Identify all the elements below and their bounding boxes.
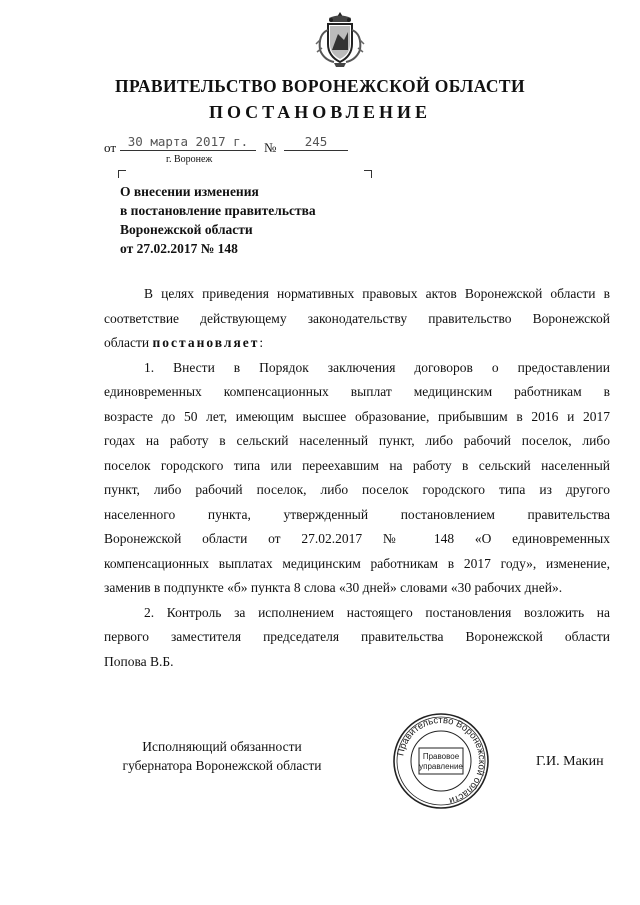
body-text: : — [259, 335, 264, 350]
body-line: пункт, либо рабочий поселок, либо поселок городского типа из другого — [104, 482, 610, 497]
signatory-title-line: Исполняющий обязанности — [142, 739, 302, 754]
signatory-title-line: губернатора Воронежской области — [122, 758, 322, 773]
signatory-title — [104, 737, 340, 775]
number-prefix: № — [264, 140, 277, 155]
document-number: 245 — [284, 134, 348, 151]
body-line: В целях приведения нормативных правовых актов Воронежской области в — [144, 286, 610, 301]
body-line: поселок городского типа или переехавшим на работу в сельский населенный — [104, 457, 610, 473]
body-line: населенного пункта, утвержденный постановлением правительства — [104, 506, 610, 522]
body-line: соответствие действующему законодательству правительство Воронежской — [104, 310, 610, 326]
document-date: 30 марта 2017 г. — [120, 134, 256, 151]
body-line: заменив в подпункте «б» пункта 8 слова «30 дней» словами «30 рабочих дней». — [104, 580, 563, 595]
body-line: возрасте до 50 лет, имеющим высшее образование, прибывшим в 2016 и 2017 — [104, 408, 610, 424]
stamp-ring-text: Правительство Воронежской области — [395, 714, 488, 807]
organization-title: ПРАВИТЕЛЬСТВО ВОРОНЕЖСКОЙ ОБЛАСТИ — [114, 76, 526, 96]
city-label: г. Воронеж — [166, 154, 213, 165]
stamp-center-line: управление — [419, 762, 463, 771]
decree-word: постановляет — [152, 335, 260, 350]
subject-line: О внесении изменения — [120, 184, 259, 199]
stamp-center-line: Правовое — [422, 752, 460, 761]
body-line: единовременных компенсационных выплат медицинским работникам в — [104, 384, 610, 399]
body-line: Попова В.Б. — [104, 653, 174, 669]
signatory-name: Г.И. Макин — [536, 754, 604, 769]
official-stamp — [392, 712, 490, 810]
subject-line: Воронежской области — [120, 222, 253, 237]
document-body — [104, 282, 610, 674]
body-text: области — [104, 335, 150, 350]
corner-mark-left — [118, 170, 126, 178]
body-line: годах на работу в сельский населенный пункт, либо рабочий поселок, либо — [104, 433, 610, 448]
subject-line: от 27.02.2017 № 148 — [120, 241, 238, 256]
subject-line: в постановление правительства — [120, 203, 316, 218]
date-prefix: от — [104, 140, 117, 155]
body-line: 2. Контроль за исполнением настоящего постановления возложить на — [144, 604, 610, 620]
document-type: ПОСТАНОВЛЕНИЕ — [208, 102, 432, 122]
body-line: первого заместителя председателя правительства Воронежской области — [104, 629, 610, 644]
body-line: компенсационных выплатах медицинским работникам в 2017 году», изменение, — [104, 555, 610, 571]
coat-of-arms-icon — [314, 10, 366, 68]
document-subject — [120, 182, 316, 258]
body-line: Воронежской области от 27.02.2017 № 148 «О единовременных — [104, 531, 610, 546]
body-line: 1. Внести в Порядок заключения договоров о предоставлении — [144, 359, 610, 375]
corner-mark-right — [364, 170, 372, 178]
body-line — [104, 331, 610, 356]
